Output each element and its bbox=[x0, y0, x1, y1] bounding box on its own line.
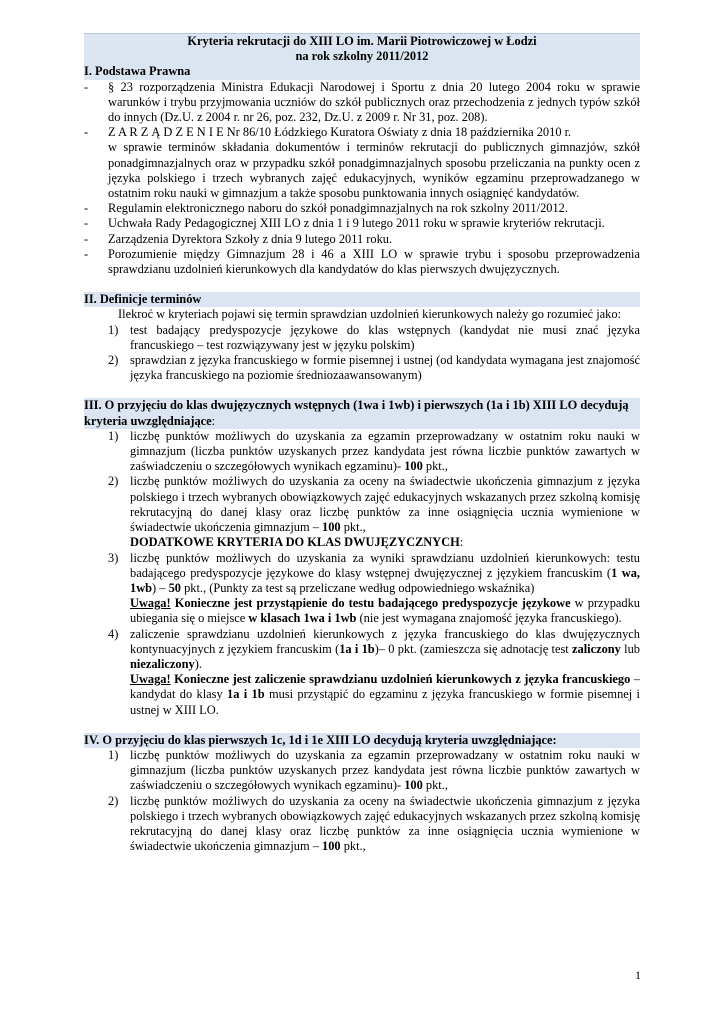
page-number: 1 bbox=[635, 968, 641, 982]
list-item: - Regulamin elektronicznego naboru do szkół ponadgimnazjalnych na rok szkolny 2011/2012. bbox=[84, 201, 568, 216]
section-2-intro: Ilekroć w kryteriach pojawi się termin sprawdzian uzdolnień kierunkowych należy go rozumieć jako: bbox=[118, 307, 622, 322]
list-item: 1) liczbę punktów możliwych do uzyskania za egzamin przeprowadzany w ostatnim roku nauki w gimnazjum (liczba punktów uzyskanych przez kandydata jest równa liczbie punktów zawartych w zaświadczeniu o szczegółowych wynikach egzaminu)- 100 pkt., bbox=[108, 747, 640, 793]
list-item: 1) liczbę punktów możliwych do uzyskania za egzamin przeprowadzany w ostatnim roku nauki w gimnazjum (liczba punktów uzyskanych przez kandydata jest równa liczbie punktów zawartych w zaświadczeniu o szczegółowych wynikach egzaminu)- 100 pkt., bbox=[108, 428, 640, 474]
list-item: 2) liczbę punktów możliwych do uzyskania za oceny na świadectwie ukończenia gimnazjum z języka polskiego i trzech wybranych obowiązkowych zajęć edukacyjnych wskazanych przez szkolną komisję rekrutacyjną do danej klasy oraz liczbę punktów za inne osiągnięcia ucznia wymienione w świadectwie ukończenia gimnazjum – 100 pkt., bbox=[108, 793, 640, 854]
section-1-heading: I. Podstawa Prawna bbox=[84, 64, 640, 79]
list-item: - Zarządzenia Dyrektora Szkoły z dnia 9 lutego 2011 roku. bbox=[84, 231, 393, 246]
section-3-heading: III. O przyjęciu do klas dwujęzycznych wstępnych (1wa i 1wb) i pierwszych (1a i 1b) XIII LO decydują kryteria uwzględniające: bbox=[84, 398, 640, 428]
list-item: - Porozumienie między Gimnazjum 28 i 46 a XIII LO w sprawie trybu i sposobu przeprowadzenia sprawdzianu uzdolnień kierunkowych dla kandydatów do klas pierwszych dwujęzycznych. bbox=[84, 246, 640, 277]
document-title bbox=[84, 33, 640, 64]
list-item: 2) sprawdzian z języka francuskiego w formie pisemnej i ustnej (od kandydata wymagana jest znajomość języka francuskiego na poziomie średniozaawansowanym) bbox=[108, 353, 640, 383]
extra-criteria-heading: DODATKOWE KRYTERIA DO KLAS DWUJĘZYCZNYCH: bbox=[130, 535, 464, 550]
list-item: 2) liczbę punktów możliwych do uzyskania za oceny na świadectwie ukończenia gimnazjum z języka polskiego i trzech wybranych obowiązkowych zajęć edukacyjnych wskazanych przez szkolną komisję rekrutacyjną do danej klasy oraz liczbę punktów za inne osiągnięcia ucznia wymienione w świadectwie ukończenia gimnazjum – 100 pkt., bbox=[108, 474, 640, 535]
list-item: 1) test badający predyspozycje językowe do klas wstępnych (kandydat nie musi znać języka francuskiego – test rozwiązywany jest w języku polskim) bbox=[108, 322, 640, 352]
title-line-1: Kryteria rekrutacji do XIII LO im. Marii Piotrowiczowej w Łodzi bbox=[187, 34, 537, 48]
section-4-heading: IV. O przyjęciu do klas pierwszych 1c, 1d i 1e XIII LO decydują kryteria uwzględniające: bbox=[84, 733, 640, 748]
document-page bbox=[84, 33, 640, 854]
list-item: - Z A R Z Ą D Z E N I E Nr 86/10 Łódzkiego Kuratora Oświaty z dnia 18 października 2010 r. w sprawie terminów składania dokumentów i terminów rekrutacji do publicznych gimnazjów, szkół ponadgimnazjalnych oraz w przypadku szkół ponadgimnazjalnych sposobu przeliczania na punkty ocen z języka polskiego i trzech wybranych zajęć edukacyjnych, wyników egzaminu przeprowadzanego w ostatnim roku nauki w gimnazjum a także sposobu punktowania innych osiągnięć kandydatów. bbox=[84, 125, 640, 201]
title-line-2: na rok szkolny 2011/2012 bbox=[295, 49, 429, 64]
section-2-heading: II. Definicje terminów bbox=[84, 292, 640, 307]
list-item: 4) zaliczenie sprawdzianu uzdolnień kierunkowych z języka francuskiego do klas dwujęzycznych kontynuacyjnych z językiem francuskim (1a i 1b)– 0 pkt. (zamieszcza się adnotację test zaliczony lub niezaliczony). Uwaga! Konieczne jest zaliczenie sprawdzianu uzdolnień kierunkowych z języka francuskiego – kandydat do klasy 1a i 1b musi przystąpić do egzaminu z języka francuskiego w formie pisemnej i ustnej w XIII LO. bbox=[108, 626, 641, 717]
list-item: 3) liczbę punktów możliwych do uzyskania za wyniki sprawdzianu uzdolnień kierunkowych: testu badającego predyspozycje językowe do klasy wstępnej dwujęzycznej z językiem francuskim (1 wa, 1wb) – 50 pkt., (Punkty za test są przeliczane według odpowiedniego wskaźnika) Uwaga! Konieczne jest przystąpienie do testu badającego predyspozycje językowe w przypadku ubiegania się o miejsce w klasach 1wa i 1wb (nie jest wymagana znajomość języka francuskiego). bbox=[108, 550, 640, 626]
list-item: - § 23 rozporządzenia Ministra Edukacji Narodowej i Sportu z dnia 20 lutego 2004 roku w sprawie warunków i trybu przyjmowania uczniów do szkół publicznych oraz przechodzenia z jednych typów szkół do innych (Dz.U. z 2004 r. nr 26, poz. 232, Dz.U. z 2009 r. Nr 31, poz. 208). bbox=[84, 79, 640, 125]
list-item: - Uchwała Rady Pedagogicznej XIII LO z dnia 1 i 9 lutego 2011 roku w sprawie kryteriów rekrutacji. bbox=[84, 216, 605, 231]
